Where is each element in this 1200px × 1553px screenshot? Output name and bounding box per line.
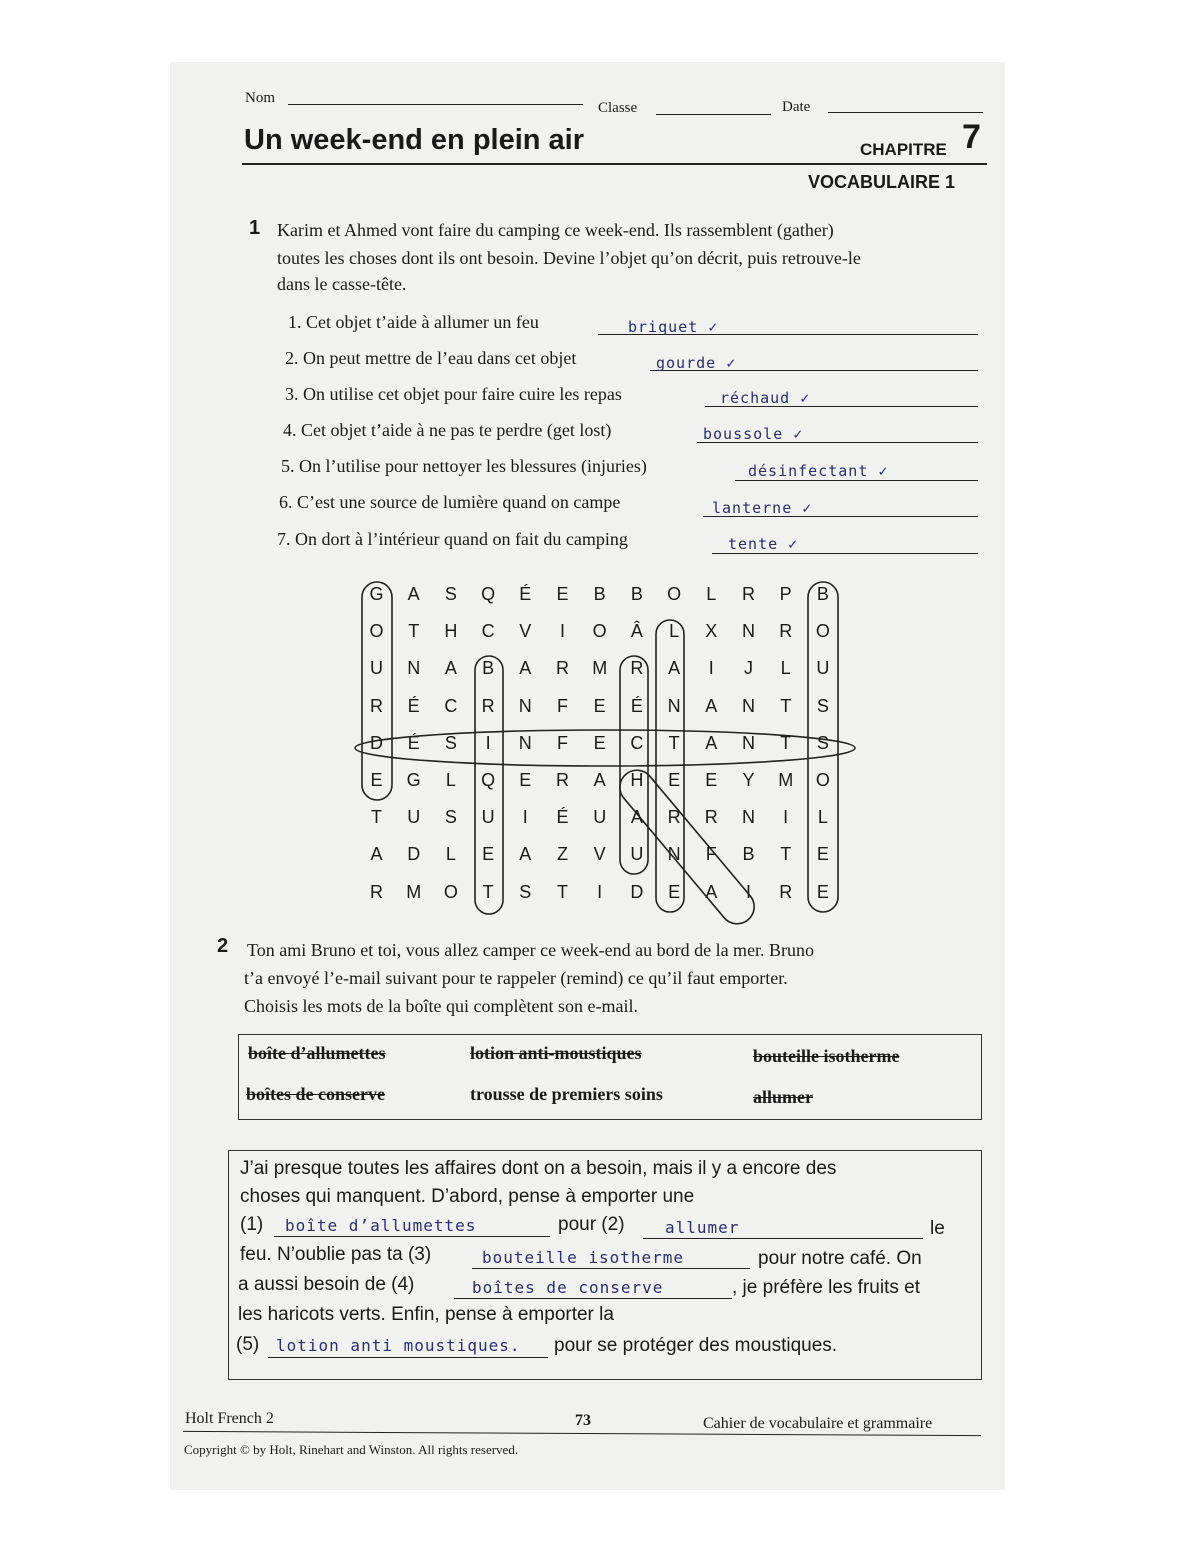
puzzle-letter: S bbox=[444, 584, 457, 604]
puzzle-letter: A bbox=[519, 844, 532, 865]
blank-2-line bbox=[643, 1238, 923, 1239]
exercise-1-instruction-2: toutes les choses dont ils ont besoin. Devine l’objet qu’on décrit, puis retrouve-le bbox=[277, 248, 861, 268]
puzzle-letter: I bbox=[559, 621, 565, 642]
puzzle-letter: R bbox=[779, 881, 793, 902]
blank-4-line bbox=[454, 1298, 732, 1299]
puzzle-letter: C bbox=[444, 695, 458, 716]
puzzle-letter: E bbox=[816, 844, 829, 865]
puzzle-letter: N bbox=[518, 732, 532, 753]
puzzle-letter: M bbox=[778, 770, 794, 790]
puzzle-letter: É bbox=[407, 732, 420, 753]
puzzle-letter: R bbox=[704, 807, 718, 828]
puzzle-letter: A bbox=[705, 695, 718, 716]
puzzle-letter: A bbox=[705, 732, 718, 753]
puzzle-letter: U bbox=[370, 658, 383, 679]
puzzle-letter: T bbox=[557, 881, 568, 902]
item-2-answer: gourde ✓ bbox=[656, 354, 737, 372]
email-line-2: choses qui manquent. D’abord, pense à emporter une bbox=[240, 1186, 695, 1207]
puzzle-letter: L bbox=[817, 807, 828, 828]
item-5-question: 5. On l’utilise pour nettoyer les blessures (injuries) bbox=[281, 456, 647, 476]
item-5-answer: désinfectant ✓ bbox=[748, 462, 889, 480]
item-7-answer: tente ✓ bbox=[728, 535, 799, 553]
word-box-item-4: boîtes de conserve bbox=[246, 1084, 385, 1104]
puzzle-letter: Q bbox=[481, 770, 496, 790]
puzzle-letter: R bbox=[370, 881, 383, 902]
email-blank-2-label: pour (2) bbox=[558, 1214, 625, 1235]
puzzle-letter: P bbox=[779, 584, 792, 604]
puzzle-letter: M bbox=[406, 881, 422, 902]
exercise-2-instruction-3: Choisis les mots de la boîte qui complètent son e-mail. bbox=[244, 996, 638, 1016]
puzzle-letter: E bbox=[668, 881, 681, 902]
puzzle-letter: S bbox=[816, 695, 829, 716]
word-box-item-5: trousse de premiers soins bbox=[470, 1084, 663, 1104]
puzzle-letter: N bbox=[742, 621, 755, 642]
puzzle-letter: E bbox=[705, 770, 718, 790]
circle-rechaud bbox=[620, 656, 648, 874]
footer-workbook: Cahier de vocabulaire et grammaire bbox=[703, 1415, 933, 1432]
exercise-1-instruction-3: dans le casse-tête. bbox=[277, 274, 407, 294]
puzzle-letter: T bbox=[482, 881, 494, 902]
puzzle-letter: T bbox=[780, 695, 792, 716]
puzzle-letter: R bbox=[742, 584, 755, 604]
email-line-6: les haricots verts. Enfin, pense à emporter la bbox=[238, 1304, 614, 1325]
puzzle-letter: R bbox=[481, 695, 495, 716]
page-number: 73 bbox=[575, 1412, 591, 1429]
chapter-number: 7 bbox=[962, 118, 981, 156]
puzzle-letter: N bbox=[518, 695, 532, 716]
exercise-1-instruction-1: Karim et Ahmed vont faire du camping ce week-end. Ils rassemblent (gather) bbox=[277, 220, 834, 240]
puzzle-letter: U bbox=[816, 658, 830, 679]
email-line-7-end: pour se protéger des moustiques. bbox=[554, 1335, 838, 1356]
puzzle-letter: Q bbox=[481, 584, 496, 604]
puzzle-letter: G bbox=[369, 584, 384, 604]
circle-gourde bbox=[362, 582, 392, 800]
puzzle-letter: O bbox=[815, 621, 830, 642]
puzzle-letter: D bbox=[630, 881, 644, 902]
puzzle-letter: R bbox=[556, 770, 569, 790]
footer-book: Holt French 2 bbox=[185, 1410, 274, 1427]
puzzle-letter: É bbox=[630, 695, 643, 716]
classe-label: Classe bbox=[598, 100, 638, 116]
puzzle-letter: D bbox=[370, 732, 383, 753]
puzzle-letter: Â bbox=[630, 621, 643, 642]
email-blank-3-label: feu. N’oublie pas ta (3) bbox=[240, 1244, 432, 1265]
date-label: Date bbox=[782, 99, 811, 115]
puzzle-letter: B bbox=[482, 658, 495, 679]
puzzle-letter: U bbox=[593, 807, 607, 828]
puzzle-letter: U bbox=[407, 807, 421, 828]
puzzle-letter: É bbox=[519, 584, 532, 604]
blank-3-answer: bouteille isotherme bbox=[482, 1248, 685, 1267]
section-label: VOCABULAIRE 1 bbox=[808, 172, 956, 192]
puzzle-letter: L bbox=[706, 584, 717, 604]
puzzle-letter: J bbox=[744, 658, 753, 679]
puzzle-letter: Z bbox=[557, 844, 568, 865]
puzzle-letter: A bbox=[668, 658, 681, 679]
puzzle-letter: B bbox=[816, 584, 829, 604]
puzzle-letter: L bbox=[445, 770, 456, 790]
circle-briquet bbox=[475, 656, 503, 914]
puzzle-letter: A bbox=[370, 844, 383, 865]
puzzle-letter: O bbox=[667, 584, 682, 604]
puzzle-letter: A bbox=[630, 807, 643, 828]
item-3-question: 3. On utilise cet objet pour faire cuire les repas bbox=[285, 384, 622, 404]
puzzle-letter: E bbox=[593, 695, 606, 716]
puzzle-letter: F bbox=[557, 695, 568, 716]
puzzle-letter: É bbox=[556, 807, 569, 828]
item-6-question: 6. C’est une source de lumière quand on campe bbox=[279, 492, 621, 512]
exercise-2-number: 2 bbox=[217, 935, 229, 957]
puzzle-letter: E bbox=[816, 881, 829, 902]
puzzle-letter: B bbox=[630, 584, 643, 604]
puzzle-letter: S bbox=[444, 807, 457, 828]
blank-5-answer: lotion anti moustiques. bbox=[276, 1336, 521, 1355]
puzzle-letter: E bbox=[519, 770, 532, 790]
puzzle-letter: I bbox=[485, 732, 491, 753]
puzzle-letter: A bbox=[593, 770, 606, 790]
puzzle-letter: L bbox=[669, 621, 680, 642]
puzzle-letter: H bbox=[630, 770, 644, 790]
puzzle-letter: D bbox=[407, 844, 421, 865]
puzzle-letter: G bbox=[406, 770, 421, 790]
exercise-2-instruction-1: Ton ami Bruno et toi, vous allez camper ce week-end au bord de la mer. Bruno bbox=[247, 940, 815, 960]
exercise-1-number: 1 bbox=[249, 217, 261, 239]
page-title: Un week-end en plein air bbox=[244, 124, 585, 156]
puzzle-letter: Y bbox=[742, 770, 755, 790]
word-box-item-2: lotion anti-moustiques bbox=[470, 1043, 642, 1063]
exercise-2-instruction-2: t’a envoyé l’e-mail suivant pour te rappeler (remind) ce qu’il faut emporter. bbox=[244, 968, 788, 988]
puzzle-letter: X bbox=[705, 621, 718, 642]
blank-1-answer: boîte d’allumettes bbox=[285, 1216, 477, 1235]
copyright: Copyright © by Holt, Rinehart and Winston. All rights reserved. bbox=[184, 1442, 519, 1457]
blank-4-answer: boîtes de conserve bbox=[472, 1278, 664, 1297]
item-6-answer: lanterne ✓ bbox=[712, 499, 813, 517]
puzzle-letter: É bbox=[407, 695, 420, 716]
puzzle-letter: A bbox=[705, 881, 718, 902]
nom-label: Nom bbox=[245, 90, 275, 106]
puzzle-letter: O bbox=[369, 621, 384, 642]
email-blank-5-label: (5) bbox=[236, 1334, 260, 1355]
puzzle-letter: T bbox=[780, 844, 792, 865]
email-blank-1-label: (1) bbox=[240, 1214, 264, 1235]
puzzle-letter: I bbox=[708, 658, 714, 679]
email-line-5-end: , je préfère les fruits et bbox=[732, 1277, 920, 1298]
puzzle-letter: T bbox=[780, 732, 792, 753]
circle-desinfectants bbox=[355, 730, 855, 766]
item-1-answer: briquet ✓ bbox=[628, 318, 719, 336]
word-box-item-1: boîte d’allumettes bbox=[248, 1043, 386, 1063]
puzzle-letter: S bbox=[519, 881, 532, 902]
puzzle-letter: V bbox=[519, 621, 532, 642]
word-box-item-6: allumer bbox=[753, 1087, 813, 1107]
item-7-question: 7. On dort à l’intérieur quand on fait du camping bbox=[277, 529, 628, 549]
puzzle-letter: R bbox=[667, 807, 681, 828]
puzzle-letter: N bbox=[407, 658, 421, 679]
item-2-question: 2. On peut mettre de l’eau dans cet objet bbox=[285, 348, 577, 368]
puzzle-letter: H bbox=[444, 621, 458, 642]
puzzle-letter: C bbox=[630, 732, 644, 753]
puzzle-letter: E bbox=[482, 844, 495, 865]
puzzle-letter: L bbox=[780, 658, 791, 679]
circle-bouss bbox=[808, 582, 838, 912]
puzzle-letter: E bbox=[668, 770, 681, 790]
puzzle-letter: I bbox=[745, 881, 751, 902]
puzzle-letter: L bbox=[445, 844, 456, 865]
email-line-4-end: pour notre café. On bbox=[758, 1248, 922, 1269]
puzzle-letter: E bbox=[556, 584, 569, 604]
puzzle-letter: F bbox=[705, 844, 717, 865]
puzzle-letter: O bbox=[443, 881, 458, 902]
puzzle-letter: R bbox=[779, 621, 793, 642]
puzzle-letter: N bbox=[667, 695, 681, 716]
puzzle-letter: N bbox=[742, 807, 755, 828]
puzzle-letter: R bbox=[556, 658, 569, 679]
circle-tente bbox=[613, 763, 761, 930]
item-3-answer: réchaud ✓ bbox=[720, 389, 811, 407]
blank-2-answer: allumer bbox=[665, 1218, 740, 1237]
email-line-1: J’ai presque toutes les affaires dont on a besoin, mais il y a encore des bbox=[240, 1158, 837, 1179]
blank-3-line bbox=[472, 1268, 750, 1269]
puzzle-letter: T bbox=[668, 732, 680, 753]
puzzle-letter: S bbox=[816, 732, 829, 753]
puzzle-letter: C bbox=[481, 621, 495, 642]
puzzle-letter: N bbox=[742, 732, 755, 753]
puzzle-letter: T bbox=[408, 621, 420, 642]
puzzle-letter: T bbox=[371, 807, 382, 828]
puzzle-letter: I bbox=[783, 807, 789, 828]
puzzle-letter: A bbox=[519, 658, 532, 679]
puzzle-letter: R bbox=[630, 658, 644, 679]
puzzle-letter: O bbox=[592, 621, 607, 642]
puzzle-letter: A bbox=[407, 584, 420, 604]
puzzle-letter: S bbox=[444, 732, 457, 753]
puzzle-letter: N bbox=[667, 844, 681, 865]
puzzle-letter: B bbox=[742, 844, 755, 865]
blank-1-line bbox=[274, 1236, 550, 1237]
word-box-item-3: bouteille isotherme bbox=[753, 1046, 900, 1066]
puzzle-letter: N bbox=[742, 695, 755, 716]
puzzle-letter: E bbox=[370, 770, 383, 790]
item-1-question: 1. Cet objet t’aide à allumer un feu bbox=[288, 312, 539, 332]
email-blank-4-label: a aussi besoin de (4) bbox=[238, 1274, 415, 1295]
puzzle-letter: B bbox=[593, 584, 606, 604]
puzzle-letter: I bbox=[597, 881, 603, 902]
puzzle-letter: I bbox=[522, 807, 528, 828]
puzzle-letter: A bbox=[444, 658, 457, 679]
puzzle-letter: R bbox=[370, 695, 383, 716]
chapter-label: CHAPITRE bbox=[860, 140, 947, 159]
puzzle-letter: F bbox=[557, 732, 568, 753]
item-4-question: 4. Cet objet t’aide à ne pas te perdre (get lost) bbox=[283, 420, 612, 440]
puzzle-letter: U bbox=[630, 844, 644, 865]
puzzle-letter: U bbox=[481, 807, 495, 828]
puzzle-letter: E bbox=[593, 732, 606, 753]
email-line-3-end: le bbox=[930, 1218, 945, 1239]
item-4-answer: boussole ✓ bbox=[703, 425, 804, 443]
puzzle-letter: V bbox=[593, 844, 606, 865]
blank-5-line bbox=[268, 1357, 548, 1358]
puzzle-letter: O bbox=[815, 770, 830, 790]
puzzle-letter: M bbox=[592, 658, 608, 679]
